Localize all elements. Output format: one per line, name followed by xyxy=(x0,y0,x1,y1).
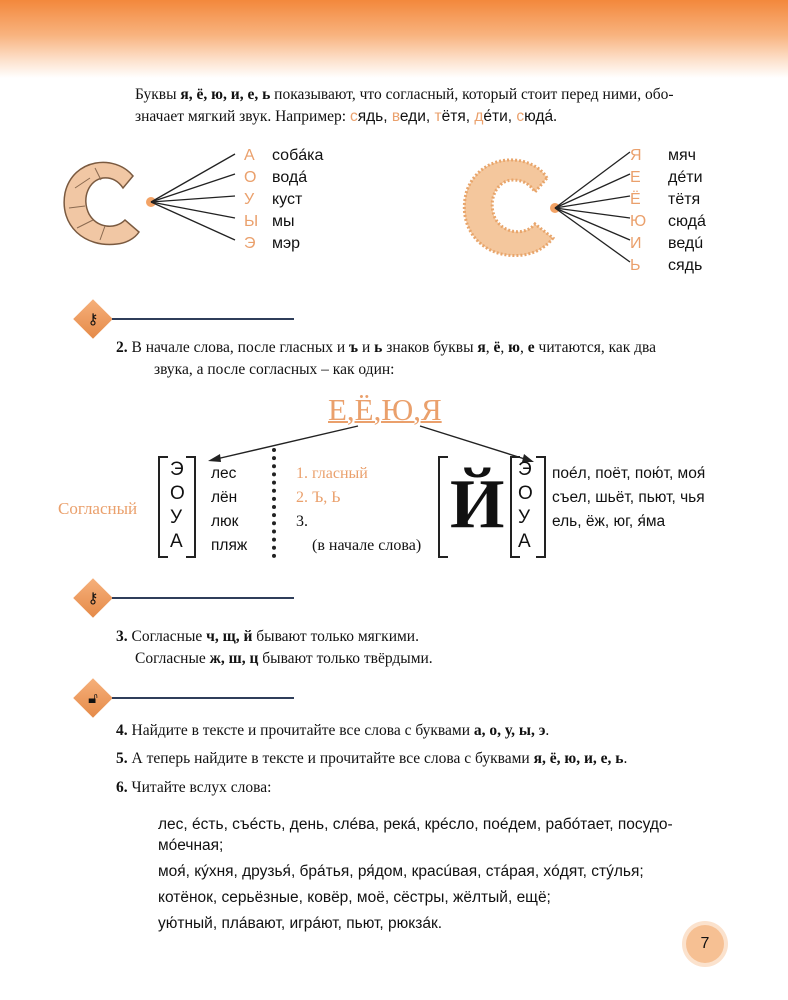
soft-consonant-diagram xyxy=(455,140,645,270)
intro-text-2: показывают, что согласный, который стоит перед ними, обо- xyxy=(270,86,674,103)
divider-line xyxy=(112,318,294,320)
intro-letters: я, ё, ю, и, е, ь xyxy=(180,86,271,103)
right-vowels: Э О У А xyxy=(518,459,533,552)
conditions: 1. гласный 2. Ъ, Ь 3. (в начале слова) xyxy=(296,465,422,554)
rule-3: 3. Согласные ч, щ, й бывают только мягкими. Согласные ж, ш, ц бывают только твёрдыми. xyxy=(116,628,433,667)
lock-icon: 🔓︎ xyxy=(88,689,98,707)
top-orange-band xyxy=(0,0,788,78)
fluffy-c-icon xyxy=(464,160,553,256)
hard-vowels: А О У Ы Э xyxy=(244,147,259,252)
crystal-c-icon xyxy=(64,162,139,244)
task-6: 6. Читайте вслух слова: xyxy=(116,779,272,796)
divider-line-3 xyxy=(112,697,294,699)
big-letter: Й xyxy=(450,466,505,543)
left-bracket-close xyxy=(186,456,196,558)
left-words: лес лён люк пляж xyxy=(211,465,248,554)
soft-vowels: Я Е Ё Ю И Ь xyxy=(630,147,647,274)
soft-words: мяч дéти тётя сюдá ведú сядь xyxy=(668,147,706,274)
intro-text-3: значает мягкий звук. Например: xyxy=(135,108,350,125)
key-icon: ⚷ xyxy=(87,310,99,328)
consonant-label: Согласный xyxy=(58,499,138,518)
left-bracket-open xyxy=(158,456,168,558)
intro-paragraph: Буквы я, ё, ю, и, е, ь показывают, что согласный, который стоит перед ними, обо- значает мягкий звук. Например: сядь, веди, тётя, де́ти, сюда́. xyxy=(135,86,674,125)
words-block: лес, éсть, съéсть, день, слéва, рекá, крéсло, поéдем, рабóтает, посудо- мóечная; моя́, кýхня, друзья́, брáтья, ря́дом, красúвая, стáрая, хóдят, стýлья; котёнок, серьёзные, ковёр, моё, сёстры, жёлтый, ещё; ую́тный, плáвают, игрáют, пьют, рюкзáк. xyxy=(158,816,673,932)
intro-text: Буквы xyxy=(135,86,181,103)
inner-bracket-close xyxy=(536,456,546,558)
key-icon: ⚷ xyxy=(87,589,99,607)
left-vowels: Э О У А xyxy=(170,459,185,552)
right-bracket-open xyxy=(438,456,448,558)
page-number: 7 xyxy=(686,925,724,963)
hard-words: собáка водá куст мы мэр xyxy=(272,147,324,252)
task-5: 5. А теперь найдите в тексте и прочитайте все слова с буквами я, ё, ю, и, е, ь. xyxy=(116,750,628,767)
task-4: 4. Найдите в тексте и прочитайте все слова с буквами а, о, у, ы, э. xyxy=(116,722,550,739)
intro-examples: сядь, веди, тётя, де́ти, сюда́ xyxy=(349,108,554,125)
dotted-separator xyxy=(272,448,276,558)
divider-line-2 xyxy=(112,597,294,599)
scheme-title: Е,Ё,Ю,Я xyxy=(328,392,442,427)
right-words: поéл, поёт, пою́т, моя́ съел, шьёт, пьют, чья ель, ёж, юг, я́ма xyxy=(552,465,706,530)
rule-2: 2. В начале слова, после гласных и ъ и ь знаков буквы я, ё, ю, е читаются, как два звука, а после согласных – как один: xyxy=(116,339,657,378)
